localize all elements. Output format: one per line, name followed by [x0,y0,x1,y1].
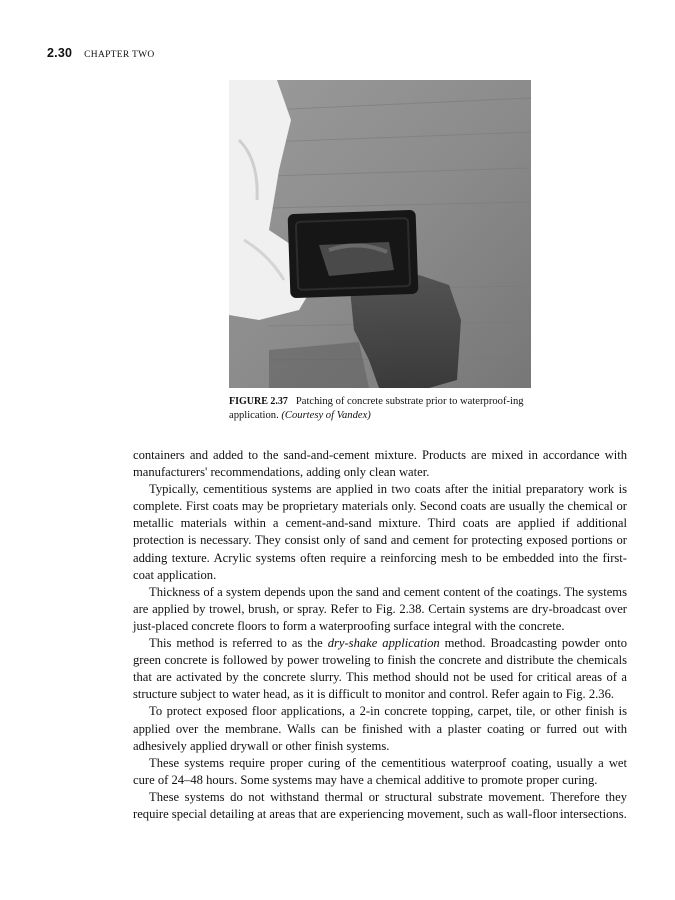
paragraph-2: Typically, cementitious systems are applied in two coats after the initial preparatory work is complete. First coats may be proprietary materials only. Second coats are usually the chemical or metallic materials within a cement-and-sand mixture. Third coats are applied if additional protection is necessary. They consist only of sand and cement for protecting exposed portions or adding texture. Acrylic systems often require a reinforcing mesh to be embedded into the first-coat application. [133,482,627,582]
paragraph-7: These systems do not withstand thermal or structural substrate movement. Therefore they require special detailing at areas that are experiencing movement, such as wall-floor intersections. [133,789,627,821]
paragraph-3: Thickness of a system depends upon the sand and cement content of the coatings. The systems are applied by trowel, brush, or spray. Refer to Fig. 2.38. Certain systems are dry-broadcast over just-placed concrete floors to form a waterproofing surface integral with the concrete. [133,584,627,633]
body-text [133,447,627,823]
caption-credit: (Courtesy of Vandex) [281,409,371,421]
drip-stain [269,342,369,388]
paragraph-5: To protect exposed floor applications, a 2-in concrete topping, carpet, tile, or other finish is applied over the membrane. Walls can be finished with a plaster coating or furred out with adhesively applied drywall or other finish systems. [133,704,627,753]
paragraph-4-start: This method is referred to as the [149,636,328,651]
paragraph-4 [133,635,627,703]
figure-label: FIGURE 2.37 [229,396,288,407]
paragraph-1: containers and added to the sand-and-cement mixture. Products are mixed in accordance with manufacturers' recommendations, adding only clean water. [133,448,627,480]
figure-photo [229,80,531,388]
patching-photo-illustration [229,80,531,388]
paragraph-4-end: method. Broadcasting powder onto green concrete is followed by power troweling to finish the concrete and distribute the chemicals that are activated by the concrete slurry. This method should not be used for critical areas of a structure subject to water head, as it is difficult to monitor and control. Refer again to Fig. 2.36. [133,636,627,702]
caption-text: Patching of concrete substrate prior to waterproof-ing application. [229,396,524,421]
running-header [47,46,155,60]
chapter-title: CHAPTER TWO [84,50,155,60]
page-number: 2.30 [47,46,73,60]
dry-shake-term: dry-shake application [327,636,440,651]
figure-caption [229,395,539,422]
paragraph-6: These systems require proper curing of the cementitious waterproof coating, usually a wet cure of 24–48 hours. Some systems may have a chemical additive to promote proper curing. [133,755,627,787]
